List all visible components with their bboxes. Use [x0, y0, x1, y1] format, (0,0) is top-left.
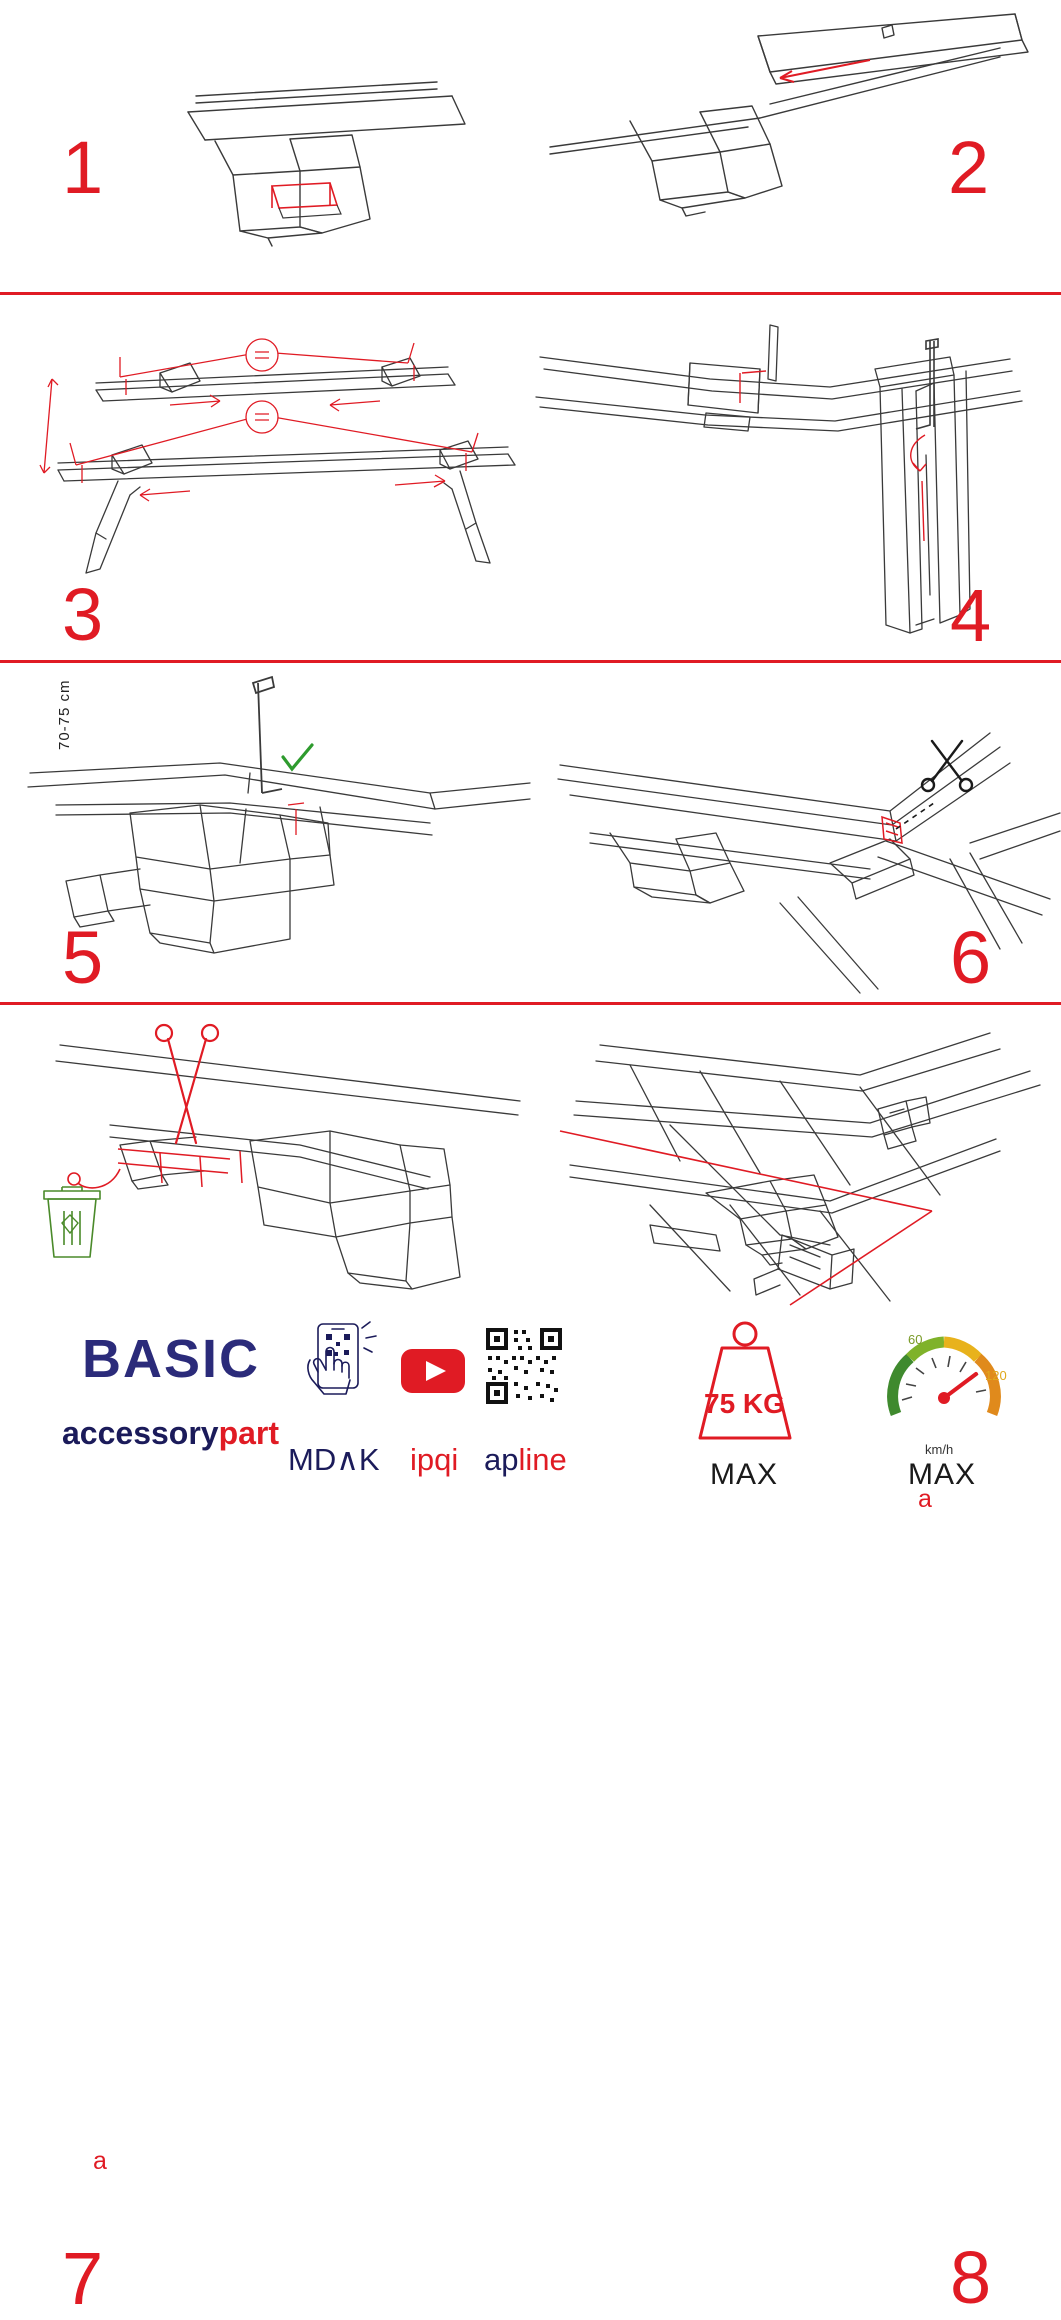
step-3-number: 3 — [62, 573, 102, 656]
logo-label-apline-part2: line — [518, 1442, 567, 1477]
step-4-panel — [530, 295, 1061, 660]
logo-label-apline-part1: ap — [484, 1442, 519, 1477]
weight-limit-caption: MAX — [710, 1458, 779, 1491]
youtube-icon — [400, 1348, 466, 1396]
speed-tick-120: 120 — [985, 1368, 1007, 1383]
speed-unit-label: km/h — [925, 1442, 954, 1457]
step-1-panel — [0, 0, 530, 292]
logo-label-apline — [484, 1442, 567, 1478]
step-3-panel — [0, 295, 530, 750]
step-8-number: 8 — [950, 2236, 990, 2319]
step-5-number: 5 — [62, 916, 102, 999]
step-7-illustration — [0, 1005, 530, 1310]
logo-label-mdak: MD∧K — [288, 1442, 380, 1477]
step-2-number: 2 — [948, 126, 988, 209]
step-7-part-label: a — [93, 2147, 107, 2175]
weight-limit-value: 75 KG — [704, 1388, 785, 1419]
step-6-number: 6 — [950, 916, 990, 999]
speed-limit-caption: MAX — [908, 1458, 977, 1491]
footer — [0, 1310, 1061, 1500]
step-3-dimension-label: 70-75 cm — [56, 679, 73, 750]
brand-subtitle-part1: accessory — [62, 1415, 219, 1451]
logo-label-ipqi: ipqi — [410, 1442, 459, 1477]
step-2-panel — [530, 0, 1061, 292]
qr-hand-phone-icon — [300, 1320, 386, 1410]
step-4-number: 4 — [950, 574, 990, 657]
step-6-part-label: a — [918, 1485, 932, 1513]
qr-code-icon — [484, 1326, 564, 1406]
step-8-illustration — [530, 1005, 1061, 1310]
brand-subtitle-part2: part — [218, 1415, 280, 1451]
step-7-number: 7 — [62, 2237, 102, 2320]
step-5-panel — [0, 663, 530, 1002]
weight-icon — [680, 1318, 810, 1446]
brand-title: BASIC — [82, 1329, 261, 1389]
brand-subtitle — [62, 1415, 279, 1452]
step-1-number: 1 — [62, 126, 102, 209]
speed-tick-60: 60 — [908, 1332, 923, 1347]
